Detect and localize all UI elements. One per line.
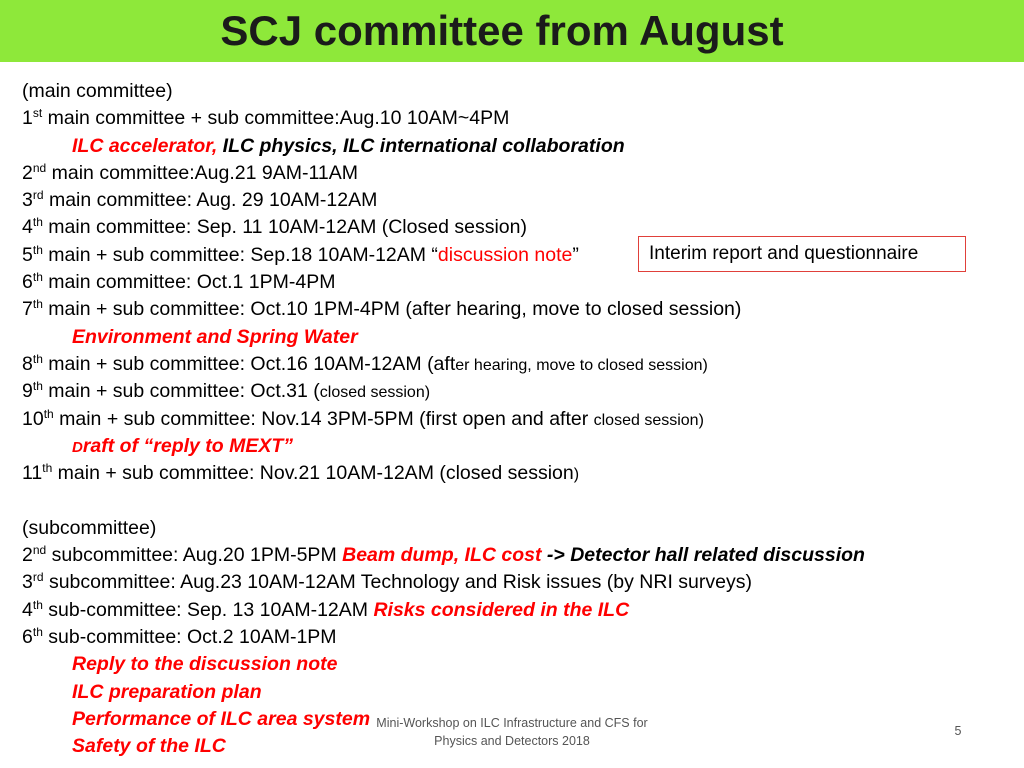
meeting-text: main + sub committee: Sep.18 10AM-12AM “: [42, 243, 438, 266]
ordinal-suffix: th: [32, 379, 43, 394]
ordinal-suffix: th: [32, 597, 43, 612]
ordinal-number: 3: [22, 189, 33, 212]
main-committee-heading: (main committee): [22, 80, 173, 102]
main-committee-1-topics: [22, 133, 1012, 160]
ordinal-suffix: th: [32, 270, 43, 285]
meeting-text: main committee:Aug.21 9AM-11AM: [46, 161, 358, 184]
meeting-text: subcommittee: Aug.23 10AM-12AM Technology and Risk issues (by NRI surveys): [43, 571, 752, 594]
footer: [366, 714, 658, 750]
ordinal-number: 8: [22, 352, 33, 375]
main-committee-11: [22, 460, 1012, 487]
main-committee-9: [22, 378, 1012, 405]
meeting-text: main + sub committee: Nov.21 10AM-12AM (closed session: [52, 462, 574, 485]
ordinal-number: 2: [22, 544, 33, 567]
meeting-text: sub-committee: Sep. 13 10AM-12AM: [42, 598, 374, 621]
spacer: [22, 487, 1012, 514]
subcommittee-heading: (subcommittee): [22, 516, 157, 539]
meeting-text-small: er hearing, move to closed session): [455, 356, 708, 374]
slide-title: SCJ committee from August: [220, 7, 784, 54]
ordinal-number: 10: [22, 407, 44, 430]
ordinal-number: 4: [22, 216, 33, 239]
subcommittee-4: [22, 597, 1012, 624]
main-committee-6: [22, 269, 1012, 296]
subcommittee-2: [22, 542, 1012, 569]
meeting-text-small: closed session): [319, 384, 431, 402]
meeting-text-small: closed session): [593, 411, 704, 429]
ordinal-suffix: rd: [32, 570, 44, 585]
ordinal-number: 1: [22, 107, 33, 130]
meeting-text: main + sub committee: Oct.31 (: [42, 380, 320, 403]
subcommittee-6: [22, 624, 1012, 651]
main-committee-7: [22, 296, 1012, 323]
main-committee-7-topic: Environment and Spring Water: [72, 325, 358, 348]
subcommittee-6-topic: Reply to the discussion note: [72, 653, 338, 676]
main-committee-1: [22, 105, 1012, 132]
subcommittee-6-topic: Safety of the ILC: [72, 735, 226, 758]
ordinal-suffix: th: [32, 351, 43, 366]
topic-rest: raft of “reply to MEXT”: [82, 434, 294, 457]
main-committee-10: [22, 406, 1012, 433]
meeting-text: main committee + sub committee:Aug.10 10AM~4PM: [42, 107, 510, 130]
meeting-text: main committee: Aug. 29 10AM-12AM: [43, 189, 378, 212]
page-number: 5: [954, 724, 962, 738]
ordinal-suffix: rd: [32, 188, 44, 203]
ordinal-suffix: nd: [32, 543, 47, 558]
ordinal-suffix: th: [32, 215, 43, 230]
slide-content: [22, 78, 1012, 760]
ordinal-number: 11: [22, 462, 43, 485]
topic-red: Risks considered in the ILC: [373, 598, 630, 621]
meeting-text-small: ): [573, 466, 580, 484]
ordinal-number: 3: [22, 571, 33, 594]
footer-line-2: Physics and Detectors 2018: [434, 734, 590, 748]
interim-report-callout: Interim report and questionnaire: [638, 236, 966, 272]
ordinal-suffix: st: [32, 106, 43, 121]
ordinal-suffix: th: [32, 242, 43, 257]
discussion-note-text: discussion note: [437, 243, 573, 266]
meeting-text: main + sub committee: Nov.14 3PM-5PM (first open and after: [53, 407, 594, 430]
subcommittee-6-topic: Performance of ILC area system: [72, 707, 371, 730]
meeting-text: main committee: Oct.1 1PM-4PM: [42, 271, 336, 294]
ordinal-number: 5: [22, 243, 33, 266]
subcommittee-3: [22, 569, 1012, 596]
ordinal-suffix: th: [43, 406, 54, 421]
ordinal-number: 6: [22, 271, 33, 294]
topic-black: ILC physics, ILC international collaboration: [217, 134, 625, 157]
main-committee-8: [22, 351, 1012, 378]
topic-initial: D: [72, 438, 83, 456]
subcommittee-6-topic: ILC preparation plan: [72, 680, 262, 703]
topic-black: -> Detector hall related discussion: [541, 544, 865, 567]
meeting-text: main + sub committee: Oct.16 10AM-12AM (aft: [42, 352, 456, 375]
footer-line-1: Mini-Workshop on ILC Infrastructure and CFS for: [376, 716, 648, 730]
ordinal-number: 7: [22, 298, 33, 321]
main-committee-10-topic: [22, 433, 1012, 460]
main-committee-3: [22, 187, 1012, 214]
ordinal-number: 6: [22, 625, 33, 648]
ordinal-suffix: nd: [32, 160, 47, 175]
meeting-text: subcommittee: Aug.20 1PM-5PM: [46, 544, 343, 567]
ordinal-suffix: th: [32, 624, 43, 639]
topic-red: Beam dump, ILC cost: [342, 544, 542, 567]
meeting-text: main committee: Sep. 11 10AM-12AM (Closed session): [42, 216, 527, 239]
ordinal-suffix: th: [42, 461, 53, 476]
ordinal-number: 9: [22, 380, 33, 403]
topic-red: ILC accelerator,: [72, 134, 218, 157]
meeting-text: main + sub committee: Oct.10 1PM-4PM (after hearing, move to closed session): [42, 298, 742, 321]
meeting-text: sub-committee: Oct.2 10AM-1PM: [42, 625, 337, 648]
main-committee-2: [22, 160, 1012, 187]
closing-quote: ”: [572, 243, 579, 266]
ordinal-suffix: th: [32, 297, 43, 312]
ordinal-number: 4: [22, 598, 33, 621]
ordinal-number: 2: [22, 161, 33, 184]
